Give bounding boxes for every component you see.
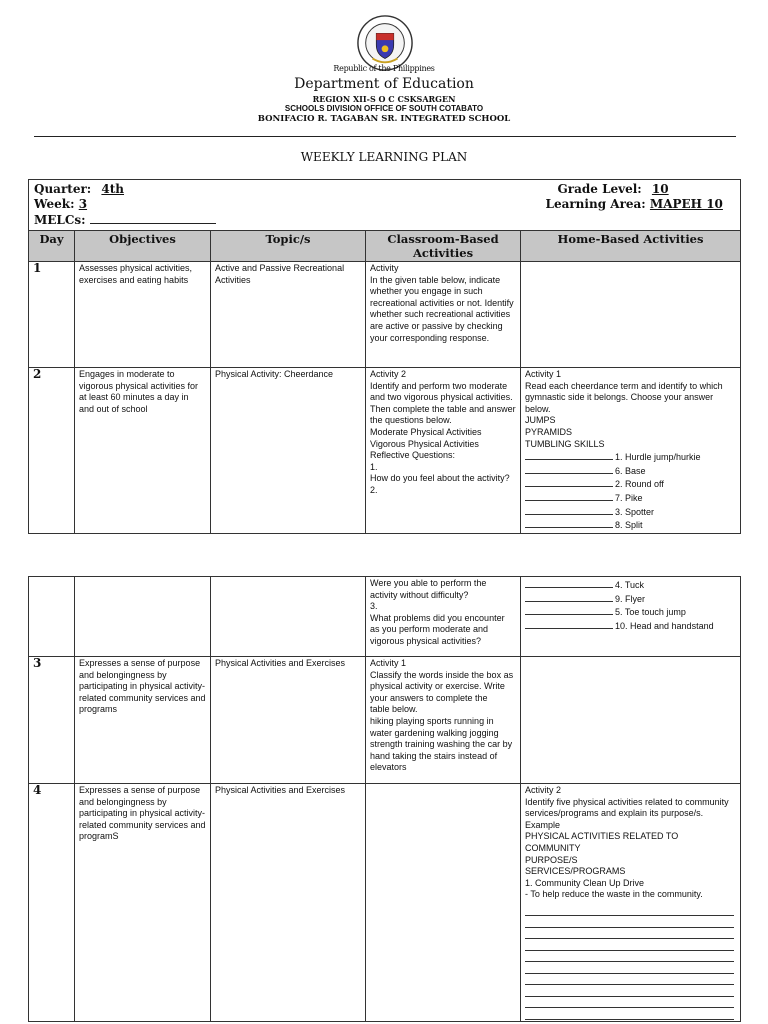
classroom-cell — [366, 784, 521, 1022]
col-classroom: Classroom-Based Activities — [366, 231, 521, 262]
answer-line: 9. Flyer — [525, 592, 736, 606]
answer-line: 2. Round off — [525, 477, 736, 491]
column-header-row — [29, 231, 741, 262]
quarter-value: 4th — [101, 182, 125, 196]
header-divider — [34, 136, 736, 137]
quarter-label: Quarter: — [34, 182, 92, 196]
topic-cell — [211, 577, 366, 657]
home-cell — [521, 657, 741, 784]
table-row — [29, 784, 741, 1022]
topic-cell: Physical Activities and Exercises — [211, 657, 366, 784]
home-cell — [521, 262, 741, 368]
area-value: MAPEH 10 — [649, 197, 723, 211]
table-row — [29, 657, 741, 784]
division-text: SCHOOLS DIVISION OFFICE OF SOUTH COTABATO — [284, 104, 484, 113]
objectives-cell — [75, 577, 211, 657]
melcs-label: MELCs: — [34, 213, 86, 227]
answer-line: 1. Hurdle jump/hurkie — [525, 450, 736, 464]
grade-label: Grade Level: — [557, 182, 642, 196]
week-value: 3 — [78, 197, 88, 211]
melcs-value — [90, 212, 216, 224]
school-text: BONIFACIO R. TAGABAN SR. INTEGRATED SCHOOL — [257, 114, 511, 124]
area-label: Learning Area: — [545, 197, 646, 211]
col-home: Home-Based Activities — [521, 231, 741, 262]
week-label: Week: — [34, 197, 75, 211]
table-row — [29, 577, 741, 657]
home-intro: Activity 1 Read each cheerdance term and identify to which gymnastic side it belongs. Choose your answer below. JUMPS PYRAMIDS TUMBLING SKILLS — [525, 369, 723, 449]
info-row — [29, 180, 741, 231]
objectives-cell: Engages in moderate to vigorous physical activities for at least 60 minutes a day in and out of school — [75, 368, 211, 534]
table-row — [29, 368, 741, 534]
col-objectives: Objectives — [75, 231, 211, 262]
answer-line: 4. Tuck — [525, 578, 736, 592]
answer-line: 7. Pike — [525, 491, 736, 505]
topic-cell: Physical Activities and Exercises — [211, 784, 366, 1022]
topic-cell: Physical Activity: Cheerdance — [211, 368, 366, 534]
day-cell: 3 — [29, 657, 75, 784]
department-title: Department of Education — [294, 76, 474, 92]
objectives-cell: Expresses a sense of purpose and belongingness by participating in physical activity-related community services and programs — [75, 657, 211, 784]
home-cell — [521, 784, 741, 1022]
day-cell: 4 — [29, 784, 75, 1022]
classroom-cell: Activity 1 Classify the words inside the box as physical activity or exercise. Write your answers to complete the table below. hiking playing sports running in water gardening walking jogging strength training washing the car by hand taking the stairs instead of elevators — [366, 657, 521, 784]
answer-line: 8. Split — [525, 518, 736, 532]
republic-text: Republic of the Philippines — [333, 64, 435, 73]
region-text: REGION XII-S O C CSKSARGEN — [312, 94, 456, 104]
classroom-cell: Activity 2 Identify and perform two moderate and two vigorous physical activities. Then complete the table and answer the questions below. Moderate Physical Activities Vigorous Physical Activities Reflective Questions: 1. How do you feel about the activity? 2. — [366, 368, 521, 534]
page-title: WEEKLY LEARNING PLAN — [300, 150, 468, 164]
table-row — [29, 262, 741, 368]
topic-cell: Active and Passive Recreational Activities — [211, 262, 366, 368]
answer-lines — [525, 905, 736, 1020]
home-cell — [521, 577, 741, 657]
day-cell: 1 — [29, 262, 75, 368]
classroom-cell: Were you able to perform the activity without difficulty? 3. What problems did you encounter as you perform moderate and vigorous physical activities? — [366, 577, 521, 657]
classroom-cell: Activity In the given table below, indicate whether you engage in such recreational activities or not. Identify whether such recreational activities are active or passive by checking your corresponding response. — [366, 262, 521, 368]
answer-line: 5. Toe touch jump — [525, 605, 736, 619]
answer-line: 6. Base — [525, 464, 736, 478]
day-cell — [29, 577, 75, 657]
objectives-cell: Expresses a sense of purpose and belongingness by participating in physical activity-related community services and programS — [75, 784, 211, 1022]
grade-value: 10 — [651, 182, 669, 196]
home-activity-text: Activity 2 Identify five physical activities related to community services/programs and explain its purpose/s. Example PHYSICAL ACTIVITIES RELATED TO COMMUNITY PURPOSE/S SERVICES/PROGRAMS 1. Community Clean Up Drive - To help reduce the waste in the community. — [525, 785, 729, 900]
home-cell — [521, 368, 741, 534]
col-day: Day — [29, 231, 75, 262]
learning-plan-table-continued — [28, 576, 741, 1022]
objectives-cell: Assesses physical activities, exercises and eating habits — [75, 262, 211, 368]
answer-line: 3. Spotter — [525, 505, 736, 519]
learning-plan-table — [28, 179, 741, 534]
col-topics: Topic/s — [211, 231, 366, 262]
day-cell: 2 — [29, 368, 75, 534]
answer-line: 10. Head and handstand — [525, 619, 736, 633]
